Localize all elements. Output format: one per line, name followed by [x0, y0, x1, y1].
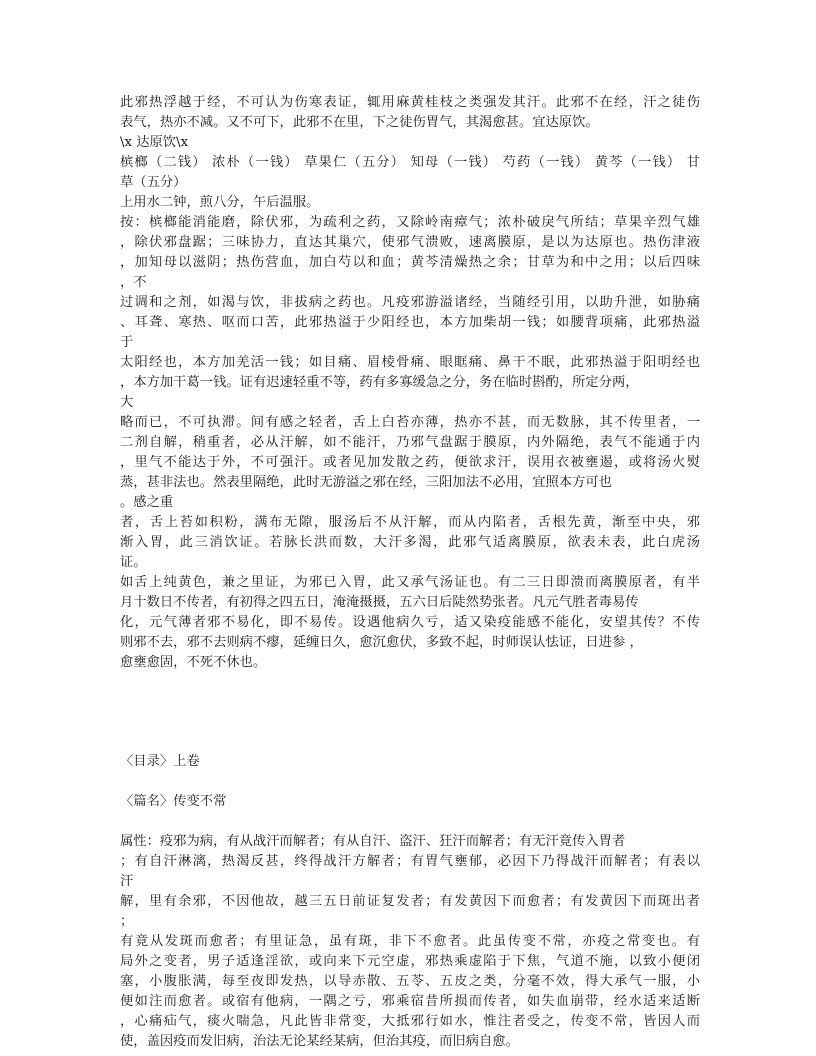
text-line: ，本方加干葛一钱。证有迟速轻重不等，药有多寡缓急之分，务在临时斟酌，所定分两， [120, 375, 639, 390]
text-line: 二剂自解，稍重者，必从汗解，如不能汗，乃邪气盘踞于膜原，内外隔绝，表气不能通于内 [120, 435, 700, 450]
chapter-heading: 〈篇名〉传变不常 [120, 794, 227, 809]
text-line: 、耳聋、寒热、呕而口苦，此邪热溢于少阳经也，本方加柴胡一钱；如腰背项痛，此邪热溢 [120, 315, 700, 330]
text-line: 月十数日不传者，有初得之四五日，淹淹摄摄，五六日后陡然势张者。凡元气胜者毒易传 [120, 595, 639, 610]
text-line: 则邪不去，邪不去则病不瘳，延缠日久，愈沉愈伏，多致不起，时师误认怯证，日进参 ， [120, 635, 643, 650]
text-line: 使，盖因疫而发旧病，治法无论某经某病，但治其疫，而旧病自愈。 [120, 1034, 519, 1049]
text-line: 大 [120, 395, 134, 410]
ingredient-line: 草（五分） [120, 175, 187, 190]
text-line: 愈壅愈固，不死不休也。 [120, 655, 267, 670]
text-line: 如舌上纯黄色，兼之里证，为邪已入胃，此又承气汤证也。有二三日即溃而离膜原者，有半 [120, 575, 700, 590]
text-line: 。感之重 [120, 495, 174, 510]
document-page [120, 93, 700, 1052]
text-line: ； [120, 914, 134, 929]
text-line: 按：槟榔能消能磨，除伏邪，为疏利之药，又除岭南瘴气；浓朴破戾气所结；草果辛烈气雄 [120, 215, 700, 230]
text-line: 化，元气薄者邪不易化，即不易传。设遇他病久亏，适又染疫能感不能化，安望其传？不传 [120, 615, 700, 630]
text-line: 上用水二钟，煎八分，午后温服。 [120, 195, 320, 210]
text-line: 蒸，甚非法也。然表里隔绝，此时无游溢之邪在经，三阳加法不必用，宜照本方可也 [120, 475, 612, 490]
text-line: ，里气不能达于外，不可强汗。或者见加发散之药，便欲求汗，误用衣被壅遏，或将汤火熨 [120, 455, 700, 470]
text-line: ，不 [120, 275, 147, 290]
passage-da-yuan-yin [120, 93, 700, 673]
text-line: ；有自汗淋漓，热渴反甚，终得战汗方解者；有胃气壅郁，必因下乃得战汗而解者；有表以 [120, 854, 700, 869]
text-line: 此邪热浮越于经，不可认为伤寒表证，辄用麻黄桂枝之类强发其汗。此邪不在经，汗之徒伤 [120, 95, 700, 110]
text-line: 于 [120, 335, 134, 350]
passage-chuan-bian-bu-chang [120, 832, 700, 1052]
text-line: 属性：疫邪为病，有从战汗而解者；有从自汗、盗汗、狂汗而解者；有无汗竟传入胃者 [120, 834, 626, 849]
ingredient-line: 槟榔（二钱） 浓朴（一钱） 草果仁（五分） 知母（一钱） 芍药（一钱） 黄芩（一钱） 甘 [120, 155, 700, 170]
text-line: 局外之变者，男子适逢淫欲，或向来下元空虚，邪热乘虚陷于下焦，气道不施，以致小便闭 [120, 954, 700, 969]
text-line: 过调和之剂，如渴与饮，非拔病之药也。凡疫邪游溢诸经，当随经引用，以助升泄，如胁痛 [120, 295, 700, 310]
text-line: ，心痛疝气，痰火喘急，凡此皆非常变，大抵邪行如水，惟注者受之，传变不常，皆因人而 [120, 1014, 700, 1029]
text-line: 便如注而愈者。或宿有他病，一隅之亏，邪乘宿昔所损而传者，如失血崩带，经水适来适断 [120, 994, 700, 1009]
text-line: ，加知母以滋阴；热伤营血，加白芍以和血；黄芩清燥热之余；甘草为和中之用；以后四味 [120, 255, 700, 270]
catalog-heading: 〈目录〉上卷 [120, 754, 200, 769]
text-line: 塞，小腹胀满，每至夜即发热，以导赤散、五苓、五皮之类，分毫不效，得大承气一服，小 [120, 974, 700, 989]
text-line: 略而已，不可执滞。间有感之轻者，舌上白苔亦薄，热亦不甚，而无数脉，其不传里者，一 [120, 415, 700, 430]
text-line: 有竟从发斑而愈者；有里证急，虽有斑，非下不愈者。此虽传变不常，亦疫之常变也。有 [120, 934, 700, 949]
text-line: 渐入胃，此三消饮证。若脉长洪而数，大汗多渴，此邪气适离膜原，欲表未表，此白虎汤 [120, 535, 700, 550]
text-line: ，除伏邪盘踞；三味协力，直达其巢穴，使邪气溃败，速离膜原，是以为达原也。热伤津液 [120, 235, 700, 250]
text-line: 解，里有余邪，不因他故，越三五日前证复发者；有发黄因下而愈者；有发黄因下而斑出者 [120, 894, 700, 909]
text-line: 表气，热亦不减。又不可下，此邪不在里，下之徒伤胃气，其渴愈甚。宜达原饮。 [120, 115, 599, 130]
text-line: 汗 [120, 874, 134, 889]
text-line: 者，舌上苔如积粉，满布无隙，服汤后不从汗解，而从内陷者，舌根先黄，渐至中央，邪 [120, 515, 700, 530]
text-line: 太阳经也，本方加羌活一钱；如目痛、眉棱骨痛、眼眶痛、鼻干不眠，此邪热溢于阳明经也 [120, 355, 700, 370]
text-line: 证。 [120, 555, 147, 570]
formula-title: \x 达原饮\x [120, 135, 189, 150]
